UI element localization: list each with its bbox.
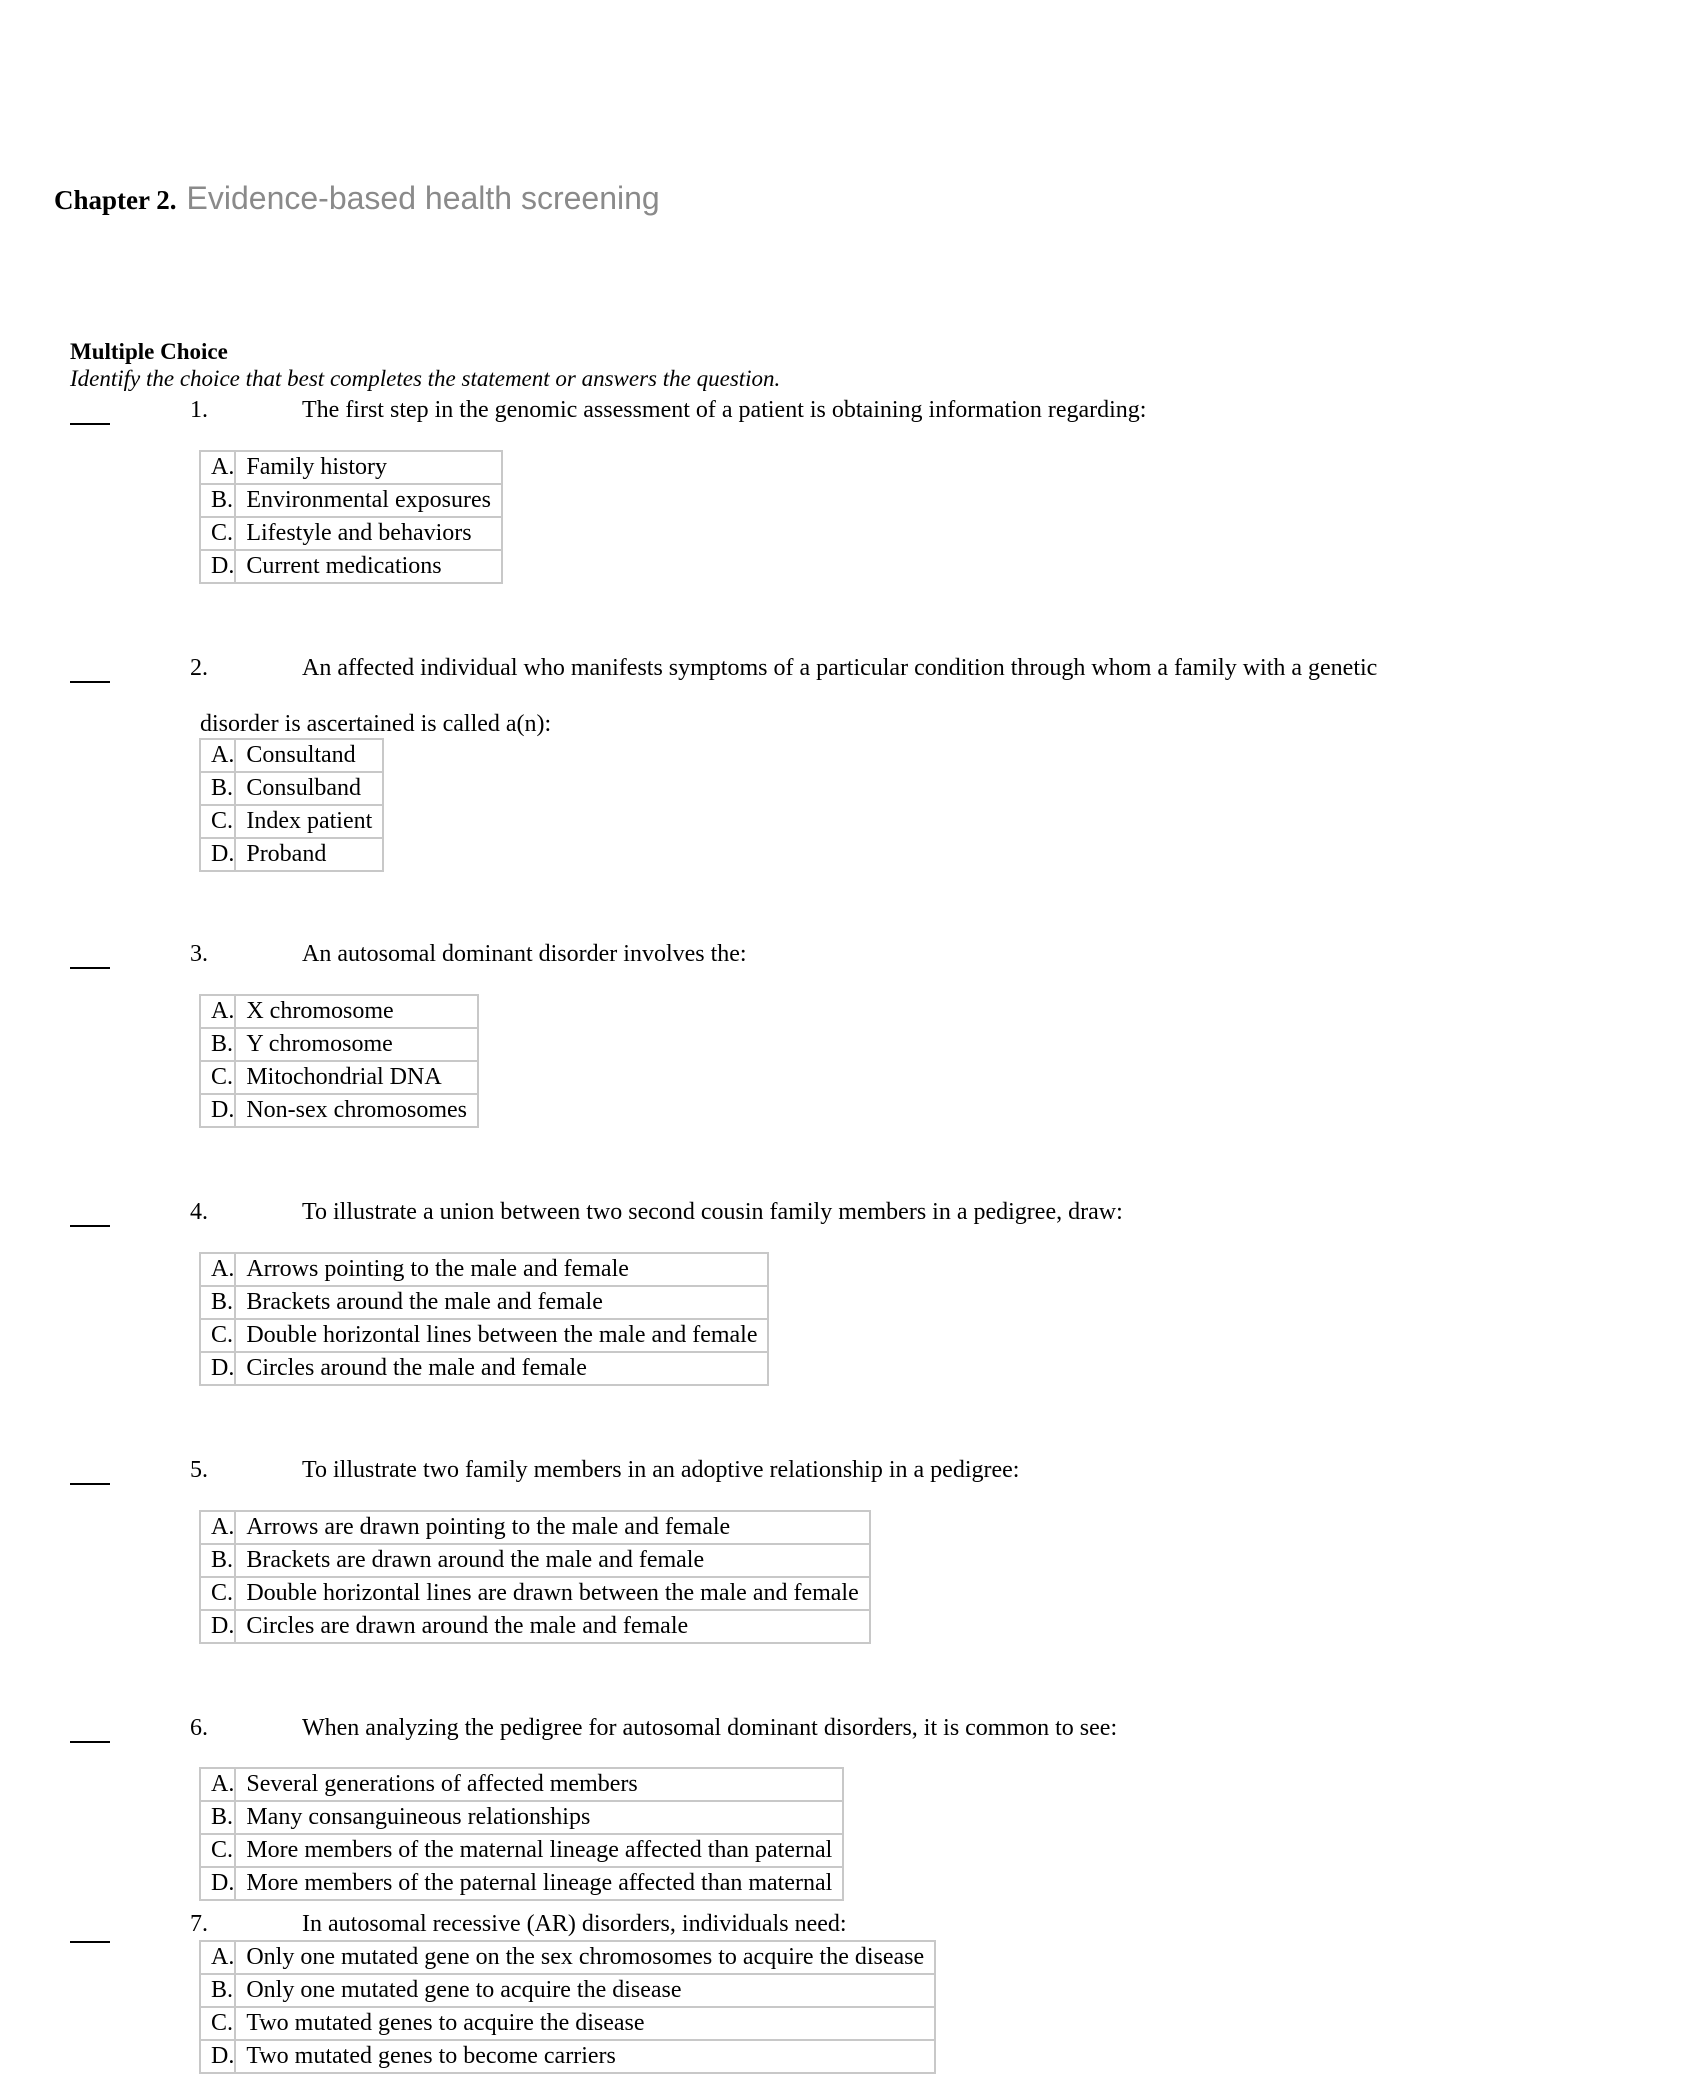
option-letter: B.	[200, 484, 235, 517]
option-text: Circles are drawn around the male and female	[235, 1610, 869, 1643]
option-row[interactable]	[200, 1253, 768, 1286]
option-row[interactable]	[200, 2007, 935, 2040]
option-text: Double horizontal lines are drawn between the male and female	[235, 1577, 869, 1610]
section-header	[70, 338, 780, 392]
option-letter: A.	[200, 995, 235, 1028]
options-table	[199, 1767, 844, 1901]
option-row[interactable]	[200, 1094, 478, 1127]
option-row[interactable]	[200, 995, 478, 1028]
option-letter: A.	[200, 451, 235, 484]
option-letter: D.	[200, 1352, 235, 1385]
section-heading: Multiple Choice	[70, 339, 228, 364]
option-text: Circles around the male and female	[235, 1352, 768, 1385]
option-letter: A.	[200, 1768, 235, 1801]
option-letter: A.	[200, 1511, 235, 1544]
option-letter: D.	[200, 838, 235, 871]
option-row[interactable]	[200, 1941, 935, 1974]
question-text: In autosomal recessive (AR) disorders, individuals need:	[302, 1911, 847, 1937]
option-text: Two mutated genes to acquire the disease	[235, 2007, 935, 2040]
option-text: Lifestyle and behaviors	[235, 517, 502, 550]
option-letter: C.	[200, 1061, 235, 1094]
option-row[interactable]	[200, 805, 383, 838]
option-row[interactable]	[200, 772, 383, 805]
answer-blank[interactable]	[70, 681, 110, 683]
option-row[interactable]	[200, 451, 502, 484]
option-text: Several generations of affected members	[235, 1768, 843, 1801]
option-text: Environmental exposures	[235, 484, 502, 517]
option-row[interactable]	[200, 1801, 843, 1834]
question-text: An autosomal dominant disorder involves the:	[302, 941, 747, 967]
option-text: Y chromosome	[235, 1028, 478, 1061]
option-text: Family history	[235, 451, 502, 484]
question-text: When analyzing the pedigree for autosomal dominant disorders, it is common to see:	[302, 1715, 1118, 1741]
options-table	[199, 738, 384, 872]
option-text: Only one mutated gene on the sex chromosomes to acquire the disease	[235, 1941, 935, 1974]
option-row[interactable]	[200, 484, 502, 517]
option-letter: C.	[200, 1577, 235, 1610]
option-text: Double horizontal lines between the male and female	[235, 1319, 768, 1352]
option-letter: B.	[200, 1974, 235, 2007]
chapter-heading	[54, 180, 660, 217]
option-text: Mitochondrial DNA	[235, 1061, 478, 1094]
chapter-label: Chapter 2.	[54, 185, 177, 215]
option-text: Index patient	[235, 805, 383, 838]
question-text: The first step in the genomic assessment of a patient is obtaining information regarding:	[302, 397, 1147, 423]
option-row[interactable]	[200, 1544, 870, 1577]
question-text: To illustrate a union between two second cousin family members in a pedigree, draw:	[302, 1199, 1123, 1225]
option-row[interactable]	[200, 1028, 478, 1061]
option-letter: D.	[200, 1094, 235, 1127]
option-row[interactable]	[200, 550, 502, 583]
option-row[interactable]	[200, 1577, 870, 1610]
option-letter: B.	[200, 1801, 235, 1834]
answer-blank[interactable]	[70, 423, 110, 425]
question-text-continuation: disorder is ascertained is called a(n):	[200, 711, 552, 737]
question-number: 2.	[190, 655, 208, 681]
question-number: 4.	[190, 1199, 208, 1225]
question-number: 6.	[190, 1715, 208, 1741]
option-row[interactable]	[200, 1352, 768, 1385]
option-row[interactable]	[200, 1286, 768, 1319]
option-text: More members of the paternal lineage affected than maternal	[235, 1867, 843, 1900]
option-text: Brackets are drawn around the male and female	[235, 1544, 869, 1577]
option-text: Non-sex chromosomes	[235, 1094, 478, 1127]
option-text: Proband	[235, 838, 383, 871]
option-row[interactable]	[200, 1867, 843, 1900]
option-text: Only one mutated gene to acquire the disease	[235, 1974, 935, 2007]
option-row[interactable]	[200, 1768, 843, 1801]
option-letter: A.	[200, 739, 235, 772]
option-letter: B.	[200, 1028, 235, 1061]
question-text: To illustrate two family members in an adoptive relationship in a pedigree:	[302, 1457, 1020, 1483]
question-number: 5.	[190, 1457, 208, 1483]
option-row[interactable]	[200, 1061, 478, 1094]
option-text: Brackets around the male and female	[235, 1286, 768, 1319]
option-row[interactable]	[200, 739, 383, 772]
question-number: 7.	[190, 1911, 208, 1937]
options-table	[199, 1252, 769, 1386]
option-row[interactable]	[200, 838, 383, 871]
option-row[interactable]	[200, 1834, 843, 1867]
option-letter: C.	[200, 517, 235, 550]
option-letter: D.	[200, 2040, 235, 2073]
option-letter: C.	[200, 1319, 235, 1352]
option-letter: D.	[200, 550, 235, 583]
option-letter: C.	[200, 805, 235, 838]
option-row[interactable]	[200, 2040, 935, 2073]
answer-blank[interactable]	[70, 1225, 110, 1227]
answer-blank[interactable]	[70, 1941, 110, 1943]
option-text: Consulband	[235, 772, 383, 805]
answer-blank[interactable]	[70, 1741, 110, 1743]
option-row[interactable]	[200, 1610, 870, 1643]
option-text: X chromosome	[235, 995, 478, 1028]
option-text: Arrows pointing to the male and female	[235, 1253, 768, 1286]
option-text: Consultand	[235, 739, 383, 772]
question-number: 3.	[190, 941, 208, 967]
option-row[interactable]	[200, 1974, 935, 2007]
options-table	[199, 1510, 871, 1644]
option-letter: C.	[200, 2007, 235, 2040]
option-letter: B.	[200, 772, 235, 805]
option-text: More members of the maternal lineage affected than paternal	[235, 1834, 843, 1867]
option-letter: B.	[200, 1286, 235, 1319]
answer-blank[interactable]	[70, 967, 110, 969]
option-letter: A.	[200, 1941, 235, 1974]
option-row[interactable]	[200, 517, 502, 550]
section-instructions: Identify the choice that best completes the statement or answers the question.	[70, 366, 781, 391]
option-text: Two mutated genes to become carriers	[235, 2040, 935, 2073]
question-text: An affected individual who manifests symptoms of a particular condition through whom a family with a genetic	[302, 655, 1378, 681]
option-text: Current medications	[235, 550, 502, 583]
option-row[interactable]	[200, 1319, 768, 1352]
option-letter: D.	[200, 1867, 235, 1900]
answer-blank[interactable]	[70, 1483, 110, 1485]
question-number: 1.	[190, 397, 208, 423]
option-text: Many consanguineous relationships	[235, 1801, 843, 1834]
options-table	[199, 994, 479, 1128]
option-letter: D.	[200, 1610, 235, 1643]
options-table	[199, 1940, 936, 2074]
chapter-title: Evidence-based health screening	[186, 180, 660, 216]
option-letter: C.	[200, 1834, 235, 1867]
option-letter: B.	[200, 1544, 235, 1577]
options-table	[199, 450, 503, 584]
option-letter: A.	[200, 1253, 235, 1286]
option-text: Arrows are drawn pointing to the male and female	[235, 1511, 869, 1544]
option-row[interactable]	[200, 1511, 870, 1544]
